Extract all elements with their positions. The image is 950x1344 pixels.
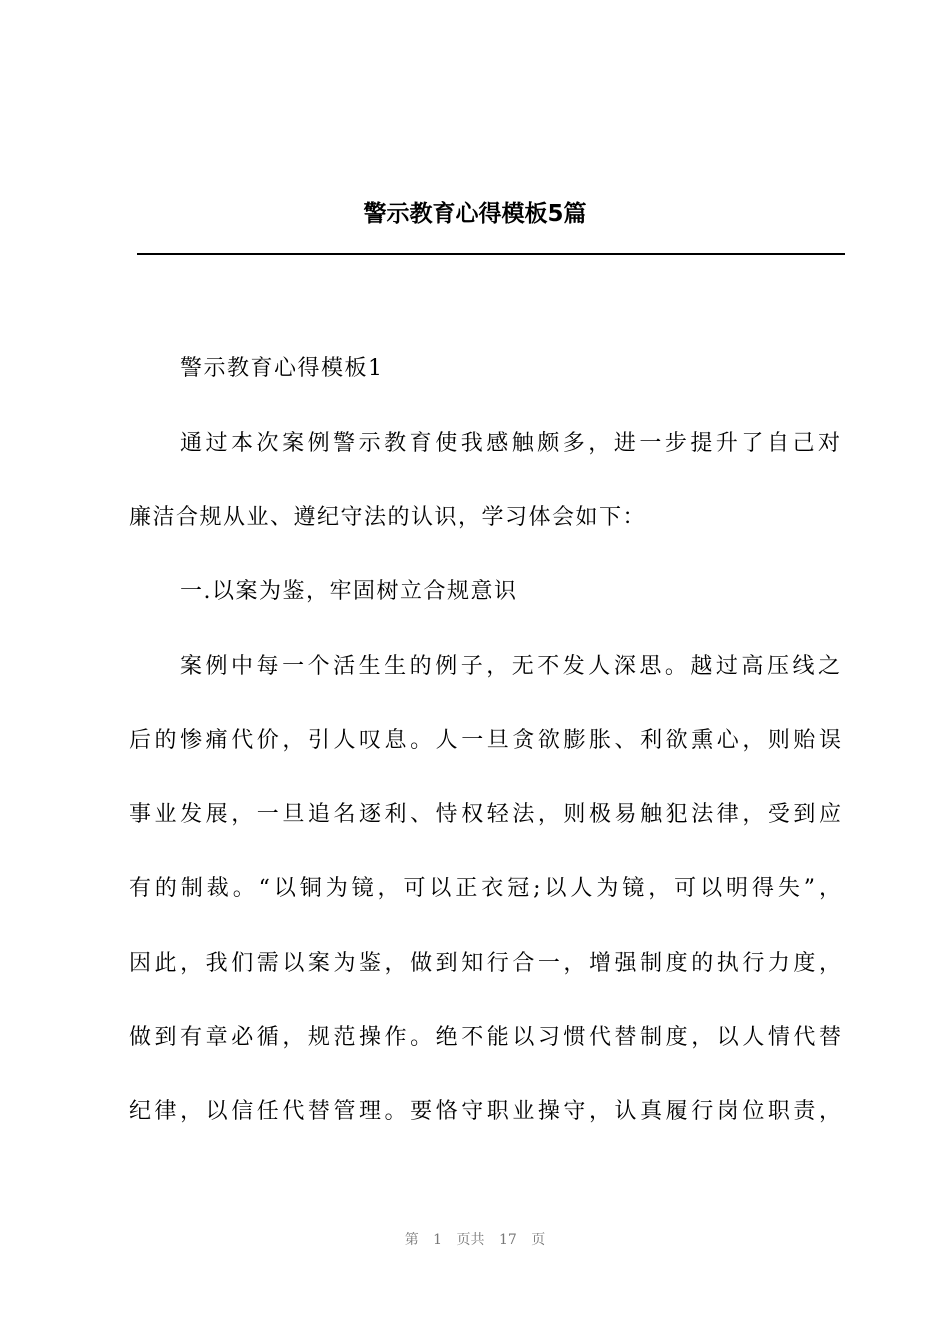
paragraph-line: 因此，我们需以案为鉴，做到知行合一，增强制度的执行力度，: [129, 951, 841, 976]
page-number: 第 1 页共 17 页: [404, 1232, 546, 1248]
title-divider: [137, 253, 845, 255]
paragraph-line: 纪律，以信任代替管理。要恪守职业操守，认真履行岗位职责，: [129, 1099, 841, 1124]
paragraph-line: 廉洁合规从业、遵纪守法的认识，学习体会如下：: [129, 505, 647, 530]
paragraph-line: 事业发展，一旦追名逐利、恃权轻法，则极易触犯法律，受到应: [129, 802, 841, 827]
paragraph-line: 后的惨痛代价，引人叹息。人一旦贪欲膨胀、利欲熏心，则贻误: [129, 728, 841, 753]
paragraph-line: 做到有章必循，规范操作。绝不能以习惯代替制度，以人情代替: [129, 1025, 841, 1050]
paragraph-line: 通过本次案例警示教育使我感触颇多，进一步提升了自己对: [180, 431, 840, 456]
paragraph-line: 有的制裁。“以铜为镜，可以正衣冠;以人为镜，可以明得失”，: [129, 876, 841, 901]
section-heading-1: 警示教育心得模板1: [180, 356, 384, 381]
paragraph-line: 案例中每一个活生生的例子，无不发人深思。越过高压线之: [180, 654, 840, 679]
subheading-line: 一.以案为鉴，牢固树立合规意识: [180, 579, 518, 604]
document-title: 警示教育心得模板5篇: [363, 201, 587, 227]
